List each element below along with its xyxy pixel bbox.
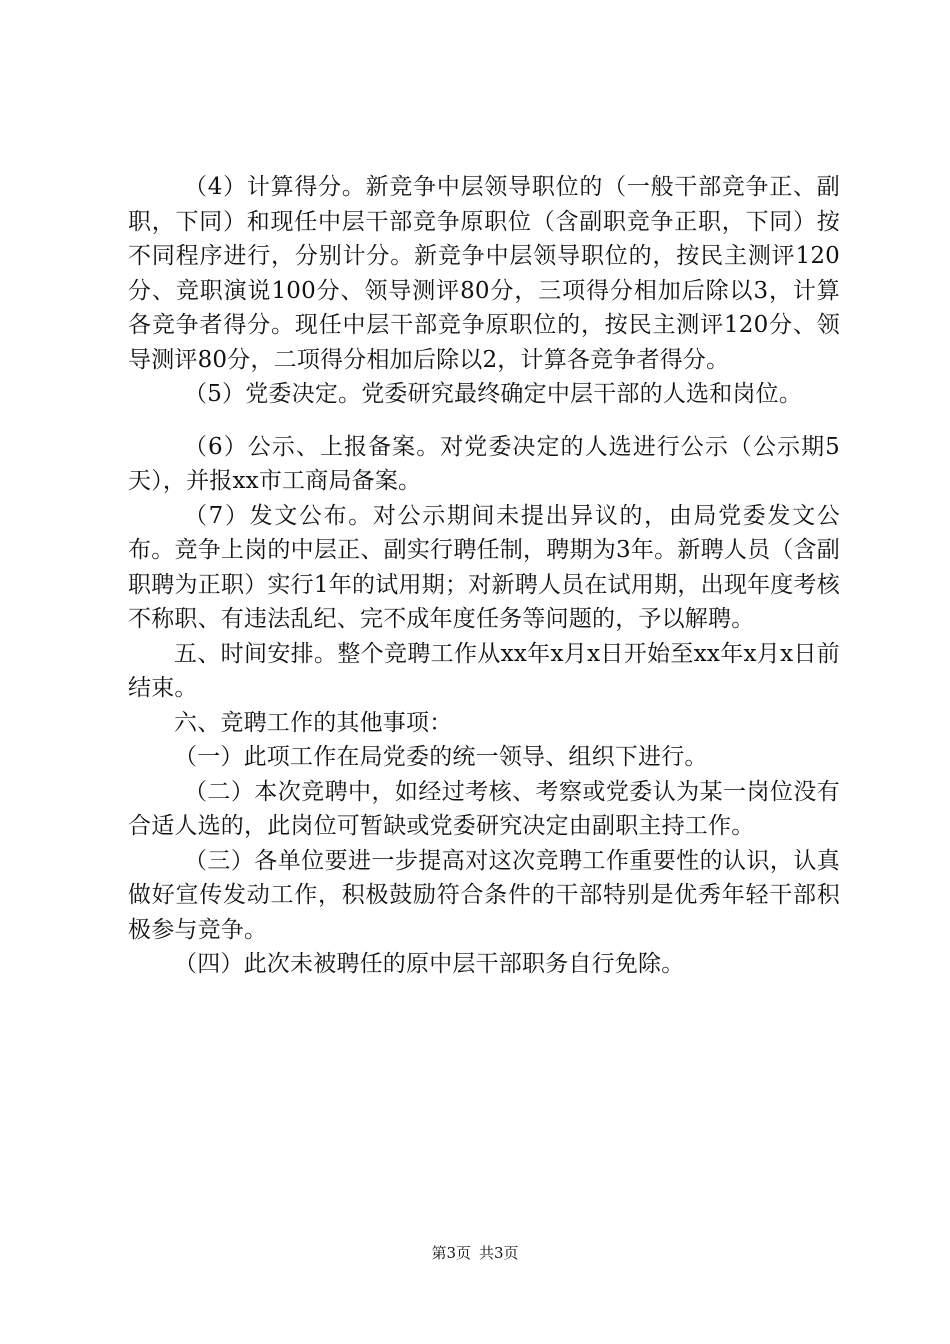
paragraph-party-decision: （5）党委决定。党委研究最终确定中层干部的人选和岗位。 xyxy=(184,381,803,407)
document-body xyxy=(128,170,840,982)
paragraph-other-matters-heading: 六、竞聘工作的其他事项： xyxy=(174,709,453,736)
paragraph-publicity-filing: （6）公示、上报备案。对党委决定的人选进行公示（公示期5天），并报xx市工商局备案。 xyxy=(128,433,840,494)
paragraph-item-four: （四）此次未被聘任的原中层干部职务自行免除。 xyxy=(174,951,685,977)
page-number-total: 共3页 xyxy=(479,1244,519,1262)
paragraph-calculate-score: （4）计算得分。新竞争中层领导职位的（一般干部竞争正、副职，下同）和现任中层干部竞争原职位（含副职竞争正职，下同）按不同程序进行，分别计分。新竞争中层领导职位的，按民主测评120分、竞职演说100分、领导测评80分，三项得分相加后除以3，计算各竞争者得分。现任中层干部竞争原职位的，按民主测评120分、领导测评80分，二项得分相加后除以2，计算各竞争者得分。 xyxy=(128,174,840,373)
paragraph-issue-document: （7）发文公布。对公示期间未提出异议的，由局党委发文公布。竞争上岗的中层正、副实行聘任制，聘期为3年。新聘人员（含副职聘为正职）实行1年的试用期；对新聘人员在试用期，出现年度考核不称职、有违法乱纪、完不成年度任务等问题的，予以解聘。 xyxy=(128,502,840,632)
page-footer xyxy=(0,1243,950,1263)
paragraph-item-three: （三）各单位要进一步提高对这次竞聘工作重要性的认识，认真做好宣传发动工作，积极鼓励符合条件的干部特别是优秀年轻干部积极参与竞争。 xyxy=(128,847,840,943)
paragraph-item-two: （二）本次竞聘中，如经过考核、考察或党委认为某一岗位没有合适人选的，此岗位可暂缺或党委研究决定由副职主持工作。 xyxy=(128,778,840,839)
paragraph-item-one: （一）此项工作在局党委的统一领导、组织下进行。 xyxy=(174,744,708,770)
paragraph-gap xyxy=(128,412,840,430)
paragraph-time-arrangement: 五、时间安排。整个竞聘工作从xx年x月x日开始至xx年x月x日前结束。 xyxy=(128,640,840,701)
page-number-current: 第3页 xyxy=(431,1244,471,1262)
